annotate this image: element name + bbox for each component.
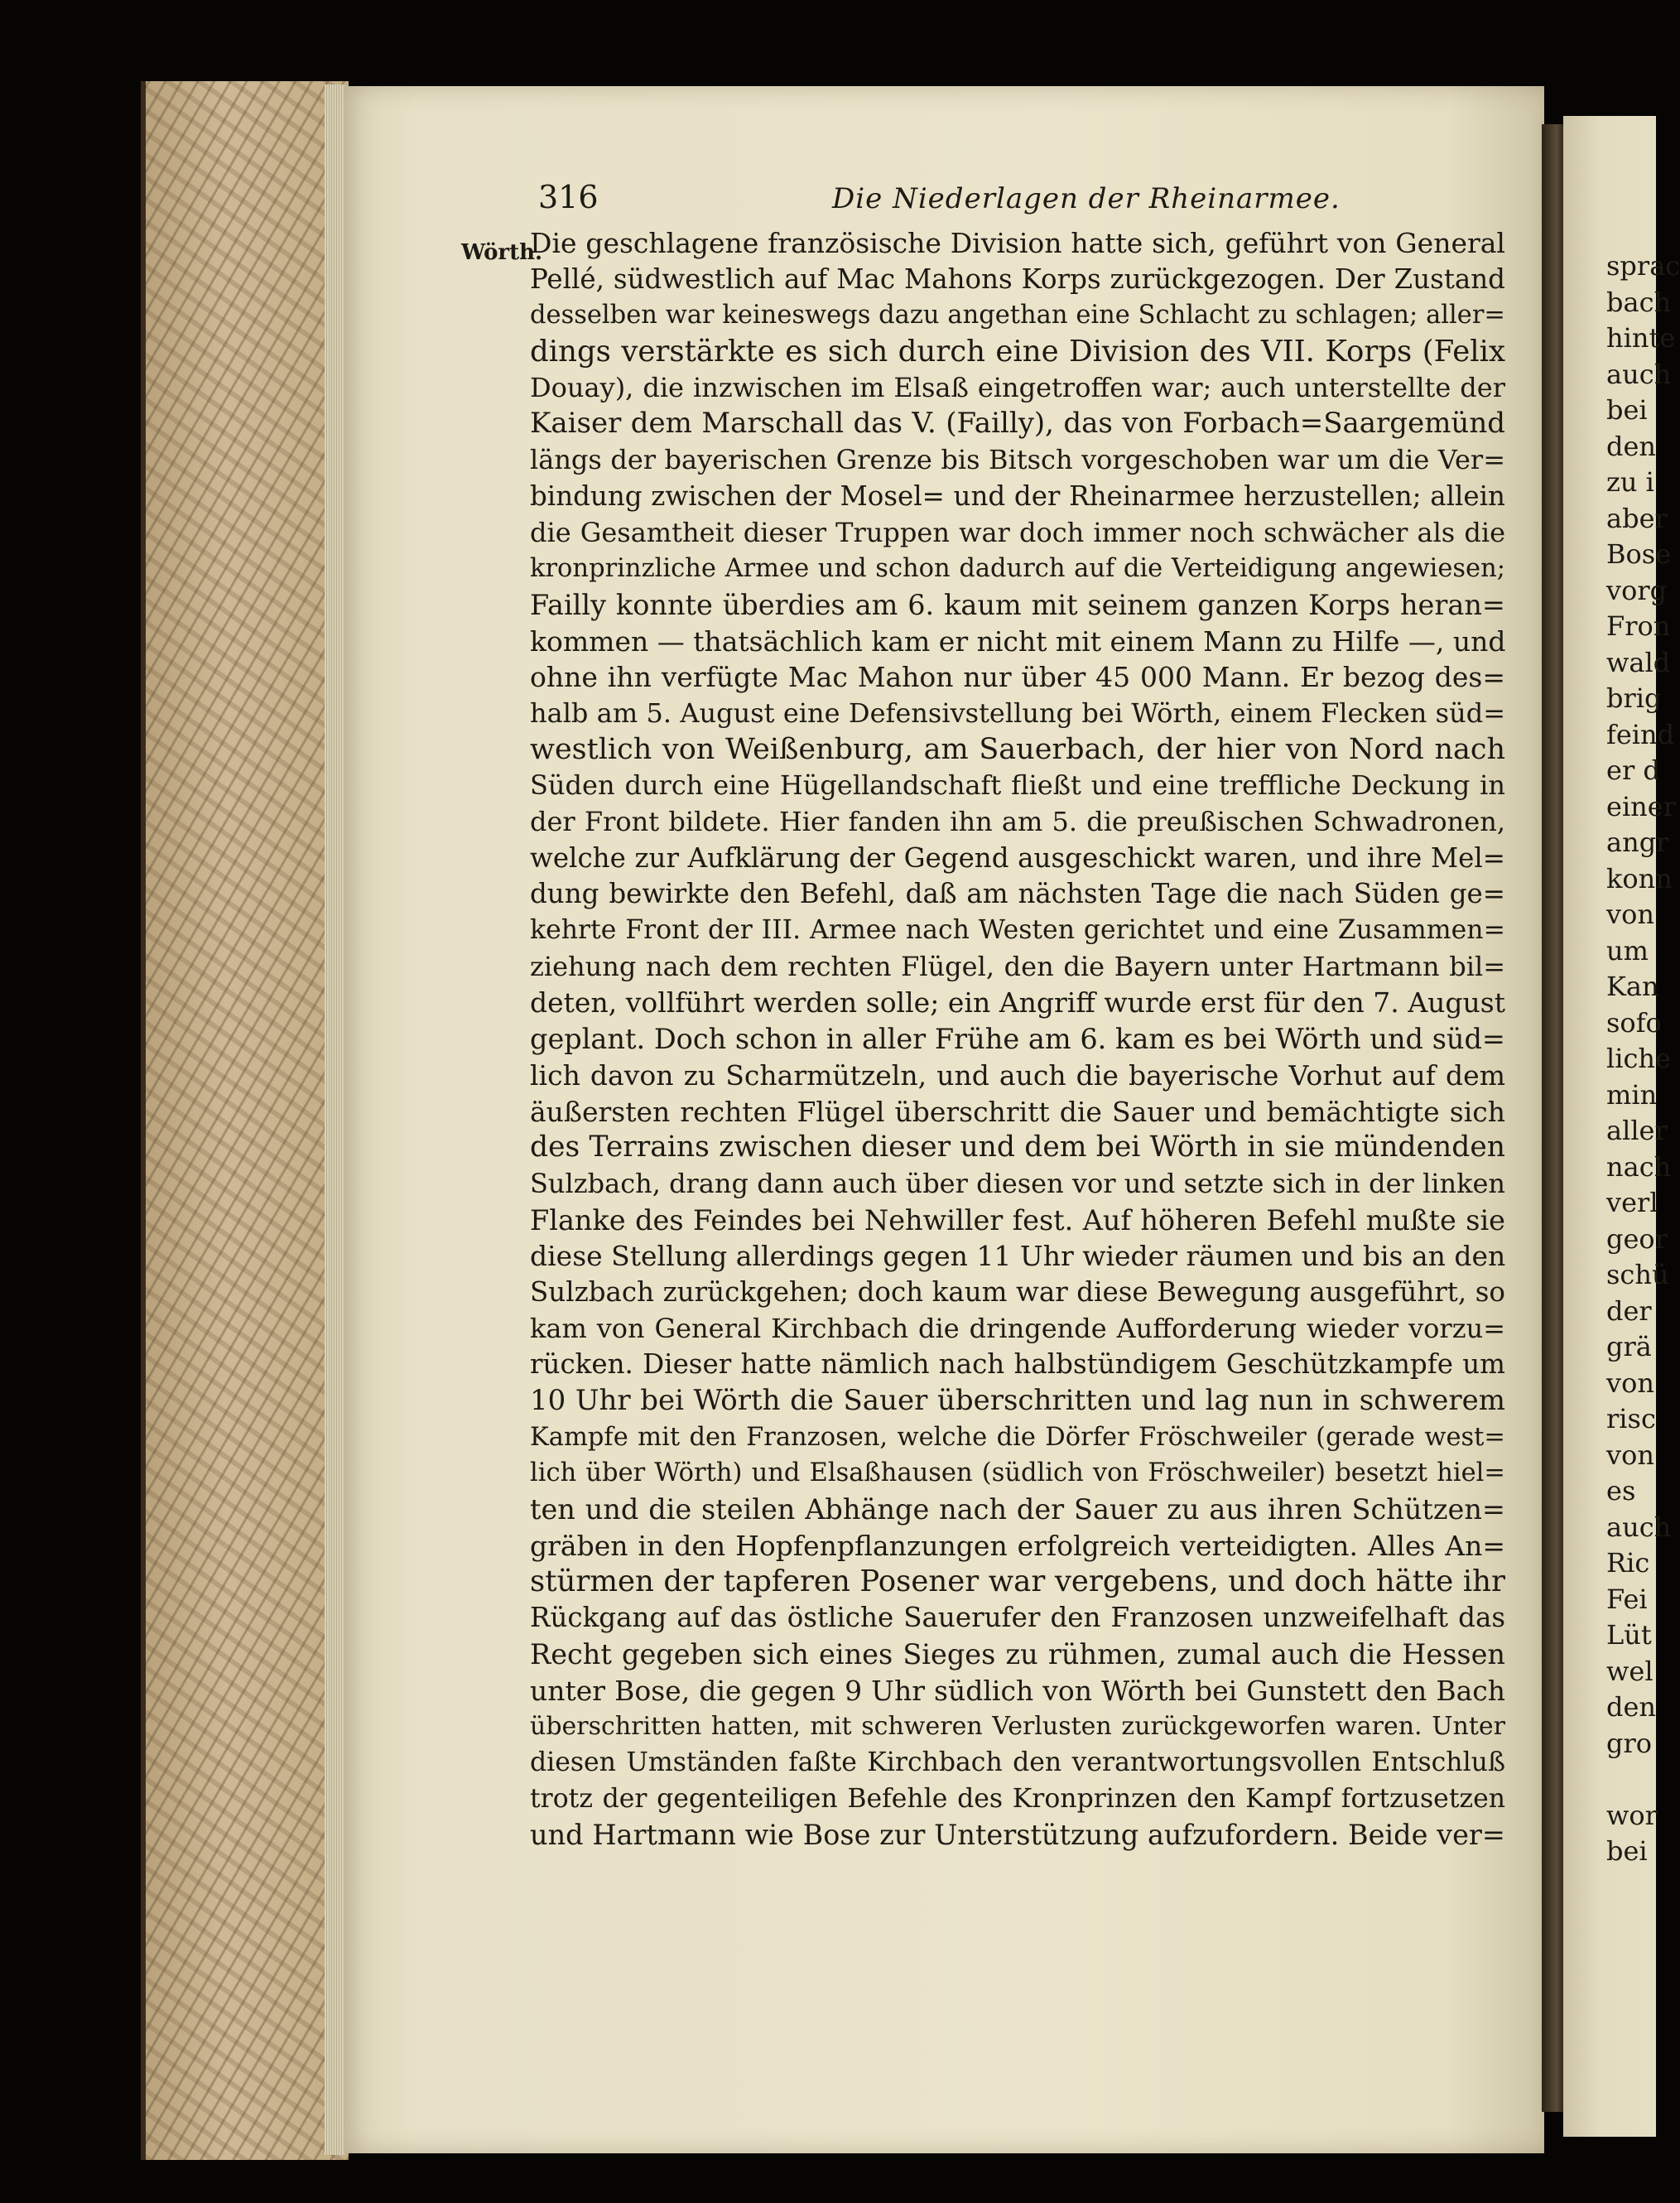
text-line: Süden durch eine Hügellandschaft fließt und eine treffliche Deckung in xyxy=(530,769,1505,802)
text-line: längs der bayerischen Grenze bis Bitsch vorgeschoben war um die Ver= xyxy=(530,444,1505,476)
body-text xyxy=(530,225,1505,1854)
text-line: der Front bildete. Hier fanden ihn am 5. die preußischen Schwadronen, xyxy=(530,806,1505,837)
text-line: Kampfe mit den Franzosen, welche die Dörfer Fröschweiler (gerade west= xyxy=(530,1422,1505,1452)
facing-line: wel xyxy=(1606,1655,1654,1687)
text-line: überschritten hatten, mit schweren Verlusten zurückgeworfen waren. Unter xyxy=(530,1712,1505,1742)
text-line: geplant. Doch schon in aller Frühe am 6. kam es bei Wörth und süd= xyxy=(530,1023,1505,1056)
text-line: des Terrains zwischen dieser und dem bei Wörth in sie mündenden xyxy=(530,1130,1505,1164)
text-line: kronprinzliche Armee und schon dadurch auf die Verteidigung angewiesen; xyxy=(530,554,1505,584)
facing-line: feind xyxy=(1606,718,1675,750)
facing-line: Lüt xyxy=(1606,1619,1652,1651)
facing-line: um xyxy=(1606,934,1649,967)
text-line: dung bewirkte den Befehl, daß am nächsten Tage die nach Süden ge= xyxy=(530,878,1505,910)
facing-line: bei xyxy=(1606,1835,1648,1867)
text-line: gräben in den Hopfenpflanzungen erfolgreich verteidigten. Alles An= xyxy=(530,1529,1505,1562)
text-line: Recht gegeben sich eines Sieges zu rühmen, zumal auch die Hessen xyxy=(530,1637,1505,1670)
facing-line: liche xyxy=(1606,1043,1671,1074)
text-line: Douay), die inzwischen im Elsaß eingetroffen war; auch unterstellte der xyxy=(530,371,1505,403)
text-line: Failly konnte überdies am 6. kaum mit seinem ganzen Korps heran= xyxy=(530,588,1505,621)
margin-note: Wörth. xyxy=(461,240,543,265)
facing-line: Kan xyxy=(1606,971,1659,1002)
facing-line: risc xyxy=(1606,1403,1656,1434)
facing-line: auch xyxy=(1606,358,1672,390)
facing-line: der xyxy=(1606,1294,1652,1327)
text-line: dings verstärkte es sich durch eine Division des VII. Korps (Felix xyxy=(530,335,1505,369)
facing-line: den xyxy=(1606,430,1657,462)
text-line: diesen Umständen faßte Kirchbach den verantwortungsvollen Entschluß xyxy=(530,1747,1505,1777)
facing-line: brig xyxy=(1606,682,1662,714)
text-line: Flanke des Feindes bei Nehwiller fest. Auf höheren Befehl mußte sie xyxy=(530,1203,1505,1236)
text-line: stürmen der tapferen Posener war vergebens, und doch hätte ihr xyxy=(530,1564,1505,1599)
text-line: Pellé, südwestlich auf Mac Mahons Korps zurückgezogen. Der Zustand xyxy=(530,263,1505,295)
text-line: und Hartmann wie Bose zur Unterstützung aufzufordern. Beide ver= xyxy=(530,1819,1505,1852)
text-line: kehrte Front der III. Armee nach Westen gerichtet und eine Zusammen= xyxy=(530,915,1505,946)
facing-line: aller xyxy=(1606,1115,1668,1146)
text-line: diese Stellung allerdings gegen 11 Uhr wieder räumen und bis an den xyxy=(530,1240,1506,1273)
facing-line: vorg xyxy=(1606,574,1668,606)
facing-line: min xyxy=(1606,1078,1658,1111)
text-line: Sulzbach zurückgehen; doch kaum war diese Bewegung ausgeführt, so xyxy=(530,1275,1505,1308)
text-line: welche zur Aufklärung der Gegend ausgeschickt waren, und ihre Mel= xyxy=(530,841,1505,874)
text-line: rücken. Dieser hatte nämlich nach halbstündigem Geschützkampfe um xyxy=(530,1348,1505,1381)
text-line: unter Bose, die gegen 9 Uhr südlich von Wörth bei Gunstett den Bach xyxy=(530,1674,1505,1707)
facing-line: von xyxy=(1606,1367,1654,1399)
running-title: Die Niederlagen der Rheinarmee. xyxy=(832,182,1341,215)
facing-line: Bose xyxy=(1606,538,1672,570)
facing-line: von xyxy=(1606,899,1654,930)
text-line: Kaiser dem Marschall das V. (Failly), das von Forbach=Saargemünd xyxy=(530,407,1505,441)
facing-line: angr xyxy=(1606,827,1669,858)
text-line: kam von General Kirchbach die dringende Aufforderung wieder vorzu= xyxy=(530,1312,1505,1344)
facing-line: es xyxy=(1606,1475,1636,1506)
facing-line: sprac xyxy=(1606,250,1680,282)
facing-line: von xyxy=(1606,1439,1654,1471)
facing-line: nach xyxy=(1606,1150,1672,1183)
text-line: kommen — thatsächlich kam er nicht mit einem Mann zu Hilfe —, und xyxy=(530,624,1506,658)
facing-line: wor xyxy=(1606,1799,1658,1831)
facing-line: bach xyxy=(1606,286,1672,318)
facing-line: einer xyxy=(1606,790,1677,822)
page-number: 316 xyxy=(538,179,599,215)
facing-line: schü xyxy=(1606,1259,1669,1290)
facing-line: er d xyxy=(1606,754,1660,786)
page-header xyxy=(538,174,1515,224)
facing-line: konn xyxy=(1606,862,1673,894)
facing-line: sofo xyxy=(1606,1006,1662,1039)
facing-line: verl xyxy=(1606,1187,1658,1218)
facing-line: den xyxy=(1606,1691,1657,1723)
facing-line: geor xyxy=(1606,1222,1668,1255)
book-cover-edge xyxy=(141,81,349,2160)
text-line: trotz der gegenteiligen Befehle des Kronprinzen den Kampf fortzusetzen xyxy=(530,1783,1505,1814)
facing-line: grä xyxy=(1606,1331,1652,1362)
facing-line xyxy=(1606,1762,1656,1798)
facing-line: bei xyxy=(1606,394,1648,426)
text-line: lich über Wörth) und Elsaßhausen (südlich von Fröschweiler) besetzt hiel= xyxy=(530,1458,1505,1488)
text-line: 10 Uhr bei Wörth die Sauer überschritten und lag nun in schwerem xyxy=(530,1384,1505,1417)
text-line: ten und die steilen Abhänge nach der Sauer zu aus ihren Schützen= xyxy=(530,1493,1505,1526)
page-stack xyxy=(325,84,345,2155)
text-line: halb am 5. August eine Defensivstellung bei Wörth, einem Flecken süd= xyxy=(530,697,1505,729)
facing-line: Fron xyxy=(1606,610,1671,642)
text-line: lich davon zu Scharmützeln, und auch die bayerische Vorhut auf dem xyxy=(530,1058,1505,1092)
text-line: deten, vollführt werden solle; ein Angriff wurde erst für den 7. August xyxy=(530,986,1505,1020)
facing-line: zu i xyxy=(1606,466,1654,498)
facing-line: aber xyxy=(1606,502,1668,534)
facing-page-text xyxy=(1606,248,1680,1870)
text-line: ohne ihn verfügte Mac Mahon nur über 45 000 Mann. Er bezog des= xyxy=(530,661,1505,694)
text-line: ziehung nach dem rechten Flügel, den die Bayern unter Hartmann bil= xyxy=(530,950,1505,982)
text-line: Rückgang auf das östliche Sauerufer den Franzosen unzweifelhaft das xyxy=(530,1602,1505,1634)
text-line: äußersten rechten Flügel überschritt die Sauer und bemächtigte sich xyxy=(530,1095,1505,1128)
facing-line: wald xyxy=(1606,646,1671,678)
facing-line: auch xyxy=(1606,1511,1672,1543)
text-line: westlich von Weißenburg, am Sauerbach, der hier von Nord nach xyxy=(530,732,1505,766)
text-line: Sulzbach, drang dann auch über diesen vor und setzte sich in der linken xyxy=(530,1167,1505,1199)
facing-line: Fei xyxy=(1606,1583,1648,1615)
text-line: die Gesamtheit dieser Truppen war doch immer noch schwächer als die xyxy=(530,516,1505,548)
facing-line: gro xyxy=(1606,1727,1653,1759)
text-line: desselben war keineswegs dazu angethan eine Schlacht zu schlagen; aller= xyxy=(530,301,1505,330)
text-line: bindung zwischen der Mosel= und der Rheinarmee herzustellen; allein xyxy=(530,480,1505,512)
facing-line: Ric xyxy=(1606,1547,1650,1579)
text-line: Die geschlagene französische Division hatte sich, geführt von General xyxy=(530,227,1505,259)
facing-line: hinte xyxy=(1606,322,1676,354)
